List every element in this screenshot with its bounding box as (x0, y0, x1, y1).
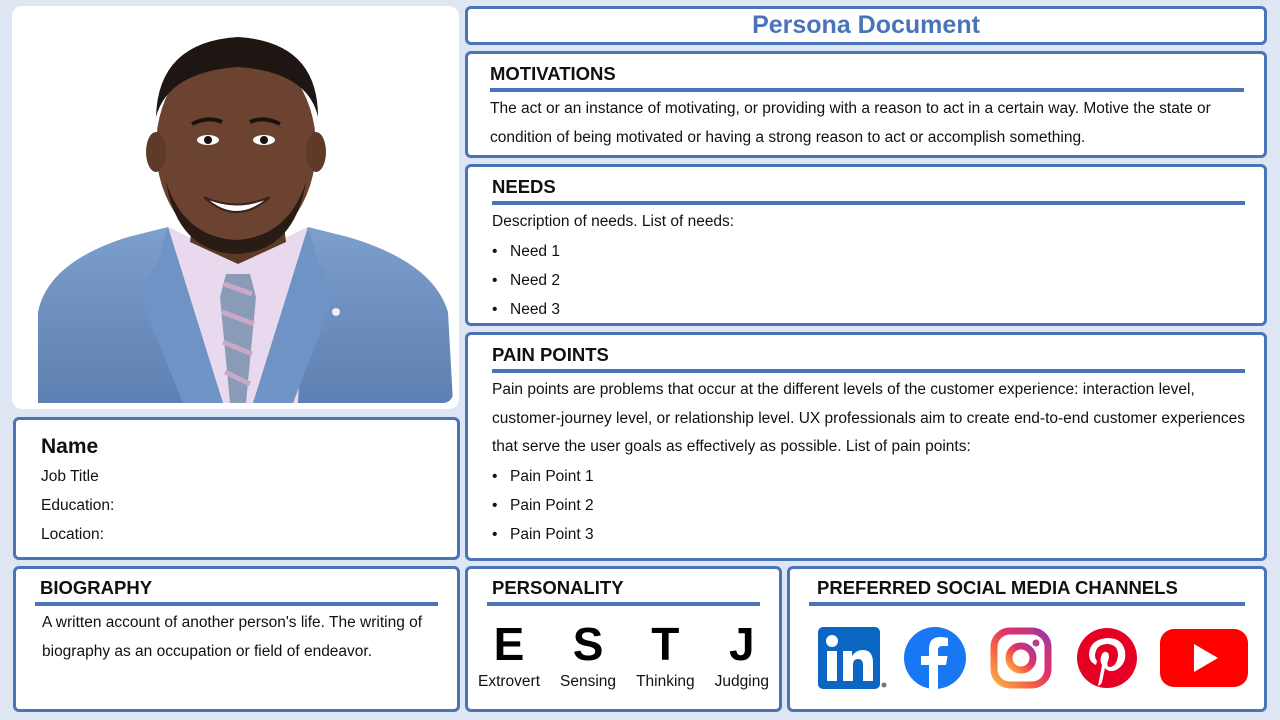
trait-thinking (636, 619, 695, 693)
job-title: Job Title (41, 468, 99, 485)
persona-photo (18, 12, 453, 403)
social-media-heading: PREFERRED SOCIAL MEDIA CHANNELS (809, 577, 1245, 606)
page-title: Persona Document (752, 11, 980, 39)
linkedin-icon[interactable] (818, 627, 888, 689)
trait-letter: S (572, 618, 604, 670)
trait-word: Thinking (636, 673, 695, 690)
needs-heading: NEEDS (492, 176, 1245, 205)
person-portrait-image (18, 12, 453, 403)
biography-panel (13, 566, 460, 712)
pain-points-intro: Pain points are problems that occur at the different levels of the customer experience: interaction level, customer-journey level, or relationship level. UX professionals aim to create end-to-end customer experiences that serve the user goals as effectively as possible. List of pain points: (492, 381, 1245, 455)
personality-traits (468, 619, 779, 693)
pain-points-panel (465, 332, 1267, 561)
profile-info-panel (13, 417, 460, 560)
trait-letter: J (729, 618, 755, 670)
trait-word: Judging (714, 673, 769, 690)
title-panel (465, 6, 1267, 45)
trait-extrovert (478, 619, 540, 693)
personality-panel (465, 566, 782, 712)
trait-letter: T (651, 618, 680, 670)
trait-word: Extrovert (478, 673, 541, 690)
motivations-panel (465, 51, 1267, 158)
needs-intro: Description of needs. List of needs: (492, 213, 735, 230)
instagram-icon[interactable] (990, 627, 1052, 689)
youtube-icon[interactable] (1160, 627, 1248, 689)
list-item: • Need 1 (492, 237, 1245, 266)
needs-list (492, 237, 1245, 324)
list-item: • Pain Point 1 (492, 462, 1245, 491)
list-item: • Pain Point 2 (492, 491, 1245, 520)
trait-word: Sensing (560, 673, 617, 690)
needs-panel (465, 164, 1267, 326)
location-label: Location: (41, 526, 104, 543)
list-item: • Need 3 (492, 295, 1245, 324)
trait-letter: E (493, 618, 525, 670)
list-item: • Need 2 (492, 266, 1245, 295)
social-icons-row (798, 627, 1264, 689)
facebook-icon[interactable] (904, 627, 966, 689)
trait-judging (715, 619, 769, 693)
education-label: Education: (41, 497, 115, 514)
pinterest-icon[interactable] (1076, 627, 1138, 689)
biography-text: A written account of another person's life. The writing of biography as an occupation or field of endeavor. (42, 614, 423, 660)
biography-heading: BIOGRAPHY (35, 577, 438, 606)
persona-photo-panel (12, 6, 459, 409)
trait-sensing (560, 619, 616, 693)
personality-heading: PERSONALITY (487, 577, 760, 606)
list-item: • Pain Point 3 (492, 520, 1245, 549)
motivations-heading: MOTIVATIONS (490, 63, 1244, 92)
pain-points-list (492, 462, 1245, 549)
motivations-text: The act or an instance of motivating, or providing with a reason to act in a certain way. Motive the state or condition of being motivated or having a strong reason to act or accomplish something. (490, 100, 1211, 146)
pain-points-heading: PAIN POINTS (492, 344, 1245, 373)
persona-name: Name (41, 435, 99, 458)
social-media-panel (787, 566, 1267, 712)
